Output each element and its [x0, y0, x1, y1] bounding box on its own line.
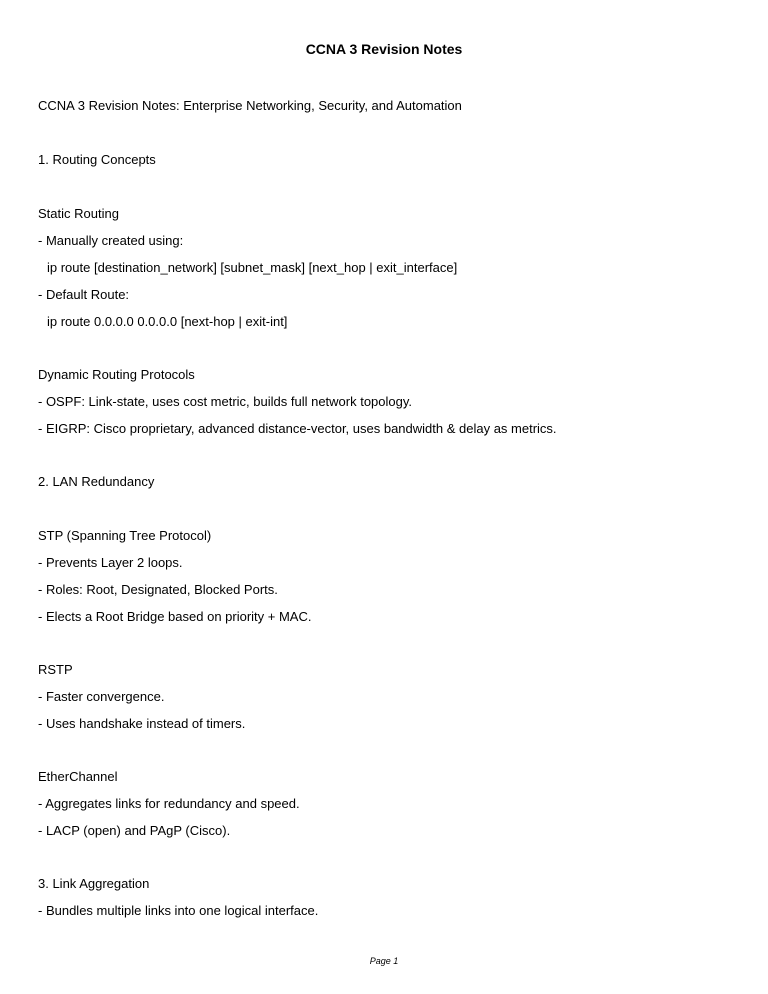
list-item: - Manually created using:	[38, 233, 184, 248]
code-line: ip route 0.0.0.0 0.0.0.0 [next-hop | exit-int]	[47, 314, 288, 329]
subheading-etherchannel: EtherChannel	[38, 769, 118, 784]
subheading-dynamic-routing: Dynamic Routing Protocols	[38, 367, 195, 382]
page-number: Page 1	[369, 956, 399, 966]
section-heading-lan-redundancy: 2. LAN Redundancy	[38, 474, 155, 489]
list-item: - Faster convergence.	[38, 689, 165, 704]
code-line: ip route [destination_network] [subnet_mask] [next_hop | exit_interface]	[47, 260, 458, 275]
list-item: - LACP (open) and PAgP (Cisco).	[38, 823, 231, 838]
subheading-rstp: RSTP	[38, 662, 73, 677]
list-item: - Roles: Root, Designated, Blocked Ports.	[38, 582, 278, 597]
list-item: - Aggregates links for redundancy and speed.	[38, 796, 300, 811]
section-heading-link-aggregation: 3. Link Aggregation	[38, 876, 150, 891]
list-item: - Elects a Root Bridge based on priority + MAC.	[38, 609, 312, 624]
document-subtitle: CCNA 3 Revision Notes: Enterprise Networking, Security, and Automation	[38, 98, 462, 113]
list-item: - Default Route:	[38, 287, 130, 302]
list-item: - Uses handshake instead of timers.	[38, 716, 246, 731]
subheading-stp: STP (Spanning Tree Protocol)	[38, 528, 212, 543]
page-title: CCNA 3 Revision Notes	[305, 41, 463, 57]
section-heading-routing: 1. Routing Concepts	[38, 152, 156, 167]
subheading-static-routing: Static Routing	[38, 206, 119, 221]
list-item: - EIGRP: Cisco proprietary, advanced distance-vector, uses bandwidth & delay as metrics.	[38, 421, 557, 436]
list-item: - Prevents Layer 2 loops.	[38, 555, 183, 570]
list-item: - OSPF: Link-state, uses cost metric, builds full network topology.	[38, 394, 413, 409]
list-item: - Bundles multiple links into one logical interface.	[38, 903, 319, 918]
